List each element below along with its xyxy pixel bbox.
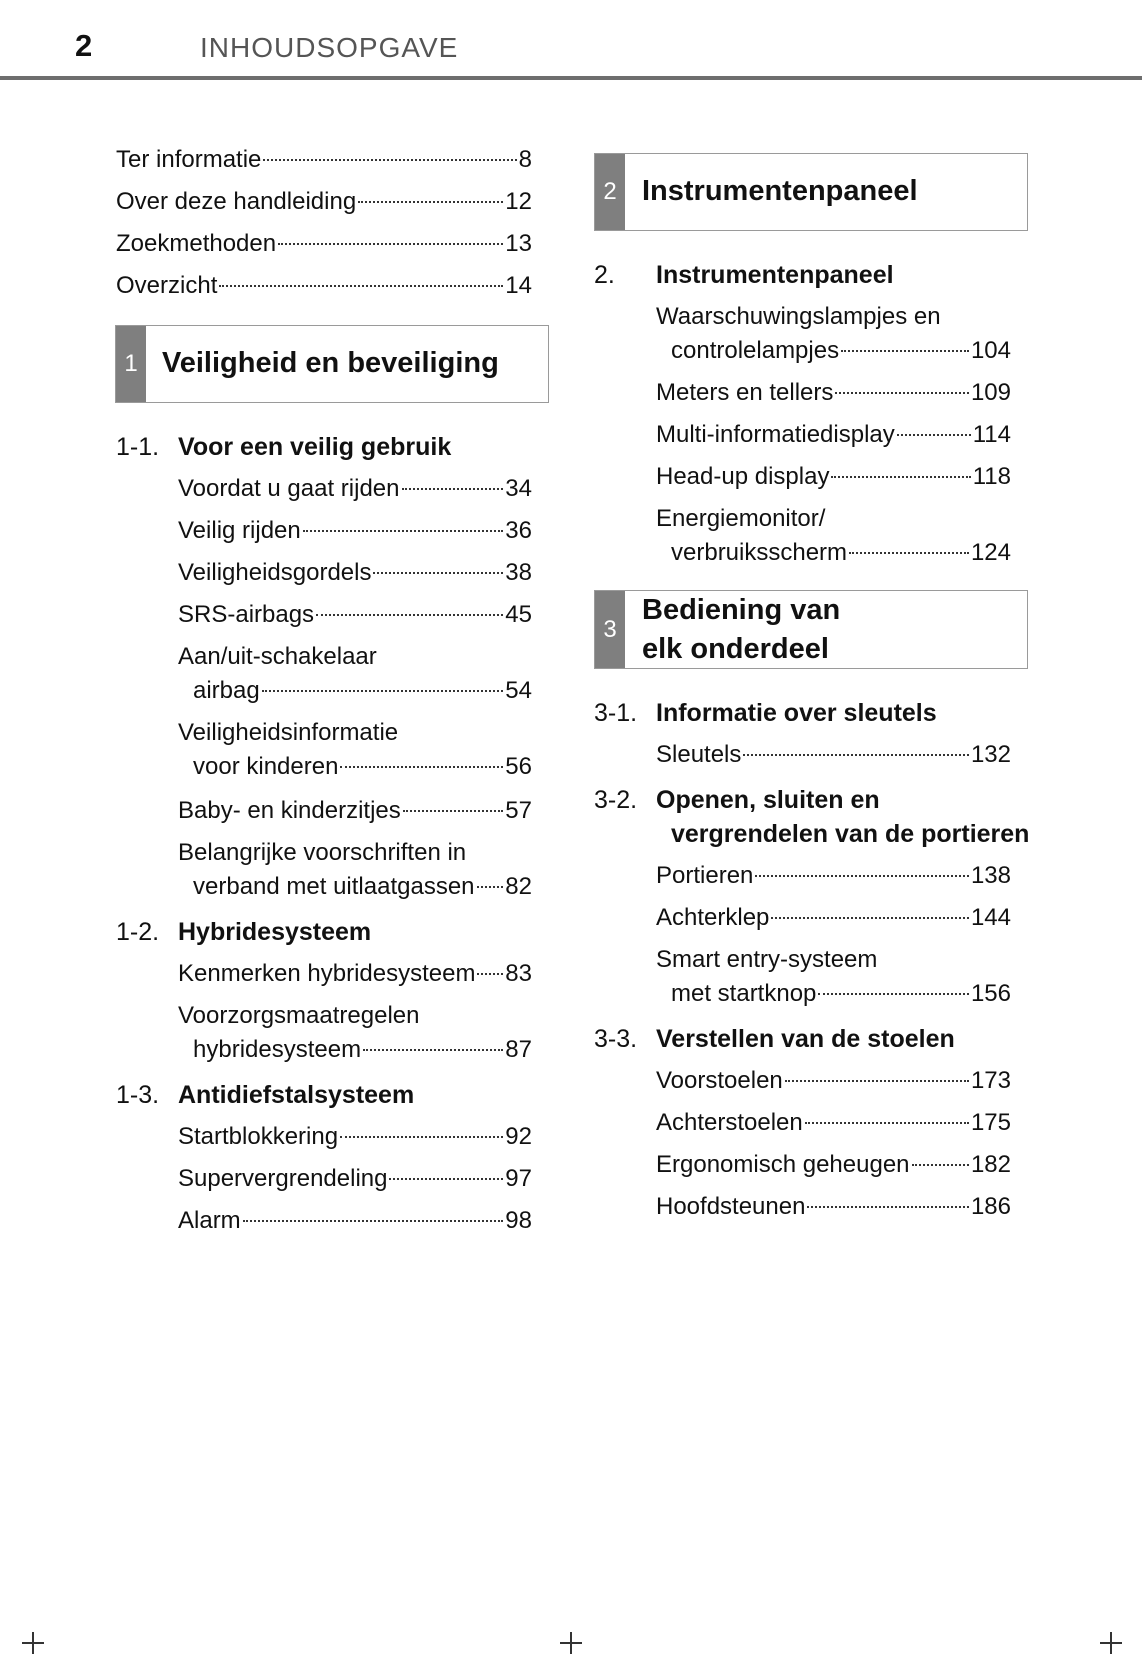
entry-title-line1[interactable]: Smart entry-systeem: [656, 946, 878, 973]
toc-entry[interactable]: [656, 1066, 1011, 1096]
toc-entry[interactable]: [671, 336, 1011, 366]
chapter-title-line1: Bediening van: [642, 594, 841, 626]
section-number: 3-2.: [594, 786, 638, 814]
toc-entry[interactable]: [671, 538, 1011, 568]
chapter-title: Instrumentenpaneel: [642, 175, 918, 207]
entry-page: 156: [970, 980, 1011, 1007]
toc-entry[interactable]: [193, 676, 532, 706]
section-number: 1-3.: [116, 1081, 160, 1109]
entry-title: Voordat u gaat rijden: [178, 475, 400, 502]
toc-entry[interactable]: [193, 1035, 532, 1065]
entry-page: 124: [970, 539, 1011, 566]
entry-title-line1[interactable]: Belangrijke voorschriften in: [178, 839, 467, 866]
entry-title: Overzicht: [116, 272, 218, 299]
toc-entry[interactable]: [178, 1164, 532, 1194]
entry-title-line1[interactable]: Energiemonitor/: [656, 505, 826, 532]
chapter-title-line2: elk onderdeel: [642, 633, 829, 665]
entry-page: 118: [972, 463, 1011, 490]
toc-entry[interactable]: [656, 462, 1011, 492]
entry-title: Head-up display: [656, 463, 830, 490]
entry-title: met startknop: [671, 980, 817, 1007]
toc-entry[interactable]: [178, 474, 532, 504]
entry-page: 173: [970, 1067, 1011, 1094]
toc-entry[interactable]: [178, 796, 532, 826]
entry-title: voor kinderen: [193, 753, 339, 780]
entry-page: 8: [518, 146, 532, 173]
entry-title: Achterklep: [656, 904, 770, 931]
entry-title: Sleutels: [656, 741, 742, 768]
toc-entry[interactable]: [656, 420, 1011, 450]
toc-entry[interactable]: [656, 740, 1011, 770]
entry-title: hybridesysteem: [193, 1036, 362, 1063]
section-title-line2: vergrendelen van de portieren: [671, 820, 1030, 848]
section-heading[interactable]: [594, 785, 1030, 851]
entry-title-line1[interactable]: Voorzorgsmaatregelen: [178, 1002, 420, 1029]
section-title: Informatie over sleutels: [656, 699, 937, 727]
entry-title: Portieren: [656, 862, 754, 889]
toc-entry[interactable]: [178, 1122, 532, 1152]
toc-entry[interactable]: [656, 861, 1011, 891]
entry-page: 104: [970, 337, 1011, 364]
entry-title: Ergonomisch geheugen: [656, 1151, 910, 1178]
entry-page: 144: [970, 904, 1011, 931]
entry-title-line1[interactable]: Veiligheidsinformatie: [178, 719, 399, 746]
toc-entry[interactable]: [656, 378, 1011, 408]
toc-entry[interactable]: [178, 1206, 532, 1236]
entry-page: 82: [505, 873, 532, 900]
entry-page: 98: [505, 1207, 532, 1234]
section-title: Verstellen van de stoelen: [656, 1025, 955, 1053]
entry-title: verbruiksscherm: [671, 539, 848, 566]
entry-title: Voorstoelen: [656, 1067, 783, 1094]
entry-page: 36: [505, 517, 532, 544]
entry-page: 14: [505, 272, 532, 299]
toc-entry[interactable]: [178, 516, 532, 546]
crop-mark: [22, 1632, 44, 1654]
section-title: Antidiefstalsysteem: [178, 1081, 415, 1109]
toc-entry[interactable]: [178, 959, 532, 989]
entry-page: 109: [970, 379, 1011, 406]
crop-mark: [1100, 1632, 1122, 1654]
entry-title: Veilig rijden: [178, 517, 301, 544]
entry-page: 182: [970, 1151, 1011, 1178]
toc-entry[interactable]: [116, 187, 532, 217]
toc-entry[interactable]: [193, 872, 532, 902]
section-title: Voor een veilig gebruik: [178, 433, 452, 461]
entry-page: 186: [970, 1193, 1011, 1220]
entry-title-line1[interactable]: Aan/uit-schakelaar: [178, 643, 377, 670]
entry-page: 114: [972, 421, 1011, 448]
entry-title: Zoekmethoden: [116, 230, 277, 257]
entry-page: 175: [970, 1109, 1011, 1136]
toc-entry[interactable]: [656, 903, 1011, 933]
toc-entry[interactable]: [116, 229, 532, 259]
entry-page: 92: [505, 1123, 532, 1150]
chapter-title: Veiligheid en beveiliging: [162, 347, 499, 379]
entry-title: Alarm: [178, 1207, 241, 1234]
entry-title: controlelampjes: [671, 337, 840, 364]
toc-entry[interactable]: [116, 271, 532, 301]
chapter-3-box[interactable]: [594, 590, 1028, 669]
section-title-line1: Openen, sluiten en: [656, 786, 880, 814]
chapter-number: 1: [116, 326, 146, 402]
entry-title: verband met uitlaatgassen: [193, 873, 475, 900]
toc-entry[interactable]: [656, 1108, 1011, 1138]
entry-page: 57: [505, 797, 532, 824]
entry-title: Baby- en kinderzitjes: [178, 797, 401, 824]
toc-entry[interactable]: [656, 1150, 1011, 1180]
entry-page: 38: [505, 559, 532, 586]
toc-entry[interactable]: [178, 600, 532, 630]
entry-title: Supervergrendeling: [178, 1165, 388, 1192]
entry-title: Startblokkering: [178, 1123, 339, 1150]
entry-page: 132: [970, 741, 1011, 768]
section-number: 1-2.: [116, 918, 160, 946]
entry-title-line1[interactable]: Waarschuwingslampjes en: [656, 303, 941, 330]
page-number: 2: [75, 28, 93, 63]
entry-page: 12: [505, 188, 532, 215]
chapter-2-box[interactable]: [594, 153, 1028, 231]
section-number: 3-3.: [594, 1025, 638, 1053]
entry-title: Hoofdsteunen: [656, 1193, 806, 1220]
page-header-title: INHOUDSOPGAVE: [200, 32, 459, 63]
chapter-1-box[interactable]: [115, 325, 549, 403]
entry-title: airbag: [193, 677, 260, 704]
entry-title: SRS-airbags: [178, 601, 315, 628]
entry-title: Multi-informatiedisplay: [656, 421, 895, 448]
crop-mark: [560, 1632, 582, 1654]
entry-page: 87: [505, 1036, 532, 1063]
section-number: 3-1.: [594, 699, 638, 727]
toc-entry[interactable]: [671, 979, 1011, 1009]
entry-page: 34: [505, 475, 532, 502]
entry-title: Veiligheidsgordels: [178, 559, 372, 586]
entry-title: Kenmerken hybridesysteem: [178, 960, 476, 987]
entry-page: 56: [505, 753, 532, 780]
entry-page: 54: [505, 677, 532, 704]
entry-title: Meters en tellers: [656, 379, 834, 406]
entry-page: 45: [505, 601, 532, 628]
toc-entry[interactable]: [193, 752, 532, 782]
header-rule: [0, 76, 1142, 80]
section-number: 1-1.: [116, 433, 160, 461]
entry-title: Ter informatie: [116, 146, 262, 173]
section-number: 2.: [594, 261, 615, 289]
toc-entry[interactable]: [178, 558, 532, 588]
toc-entry[interactable]: [116, 145, 532, 175]
entry-page: 138: [970, 862, 1011, 889]
entry-page: 83: [505, 960, 532, 987]
section-title: Instrumentenpaneel: [656, 261, 894, 289]
entry-page: 13: [505, 230, 532, 257]
chapter-number: 2: [595, 154, 625, 230]
entry-title: Over deze handleiding: [116, 188, 357, 215]
chapter-number: 3: [595, 591, 625, 668]
entry-page: 97: [505, 1165, 532, 1192]
section-title: Hybridesysteem: [178, 918, 372, 946]
entry-title: Achterstoelen: [656, 1109, 803, 1136]
toc-entry[interactable]: [656, 1192, 1011, 1222]
